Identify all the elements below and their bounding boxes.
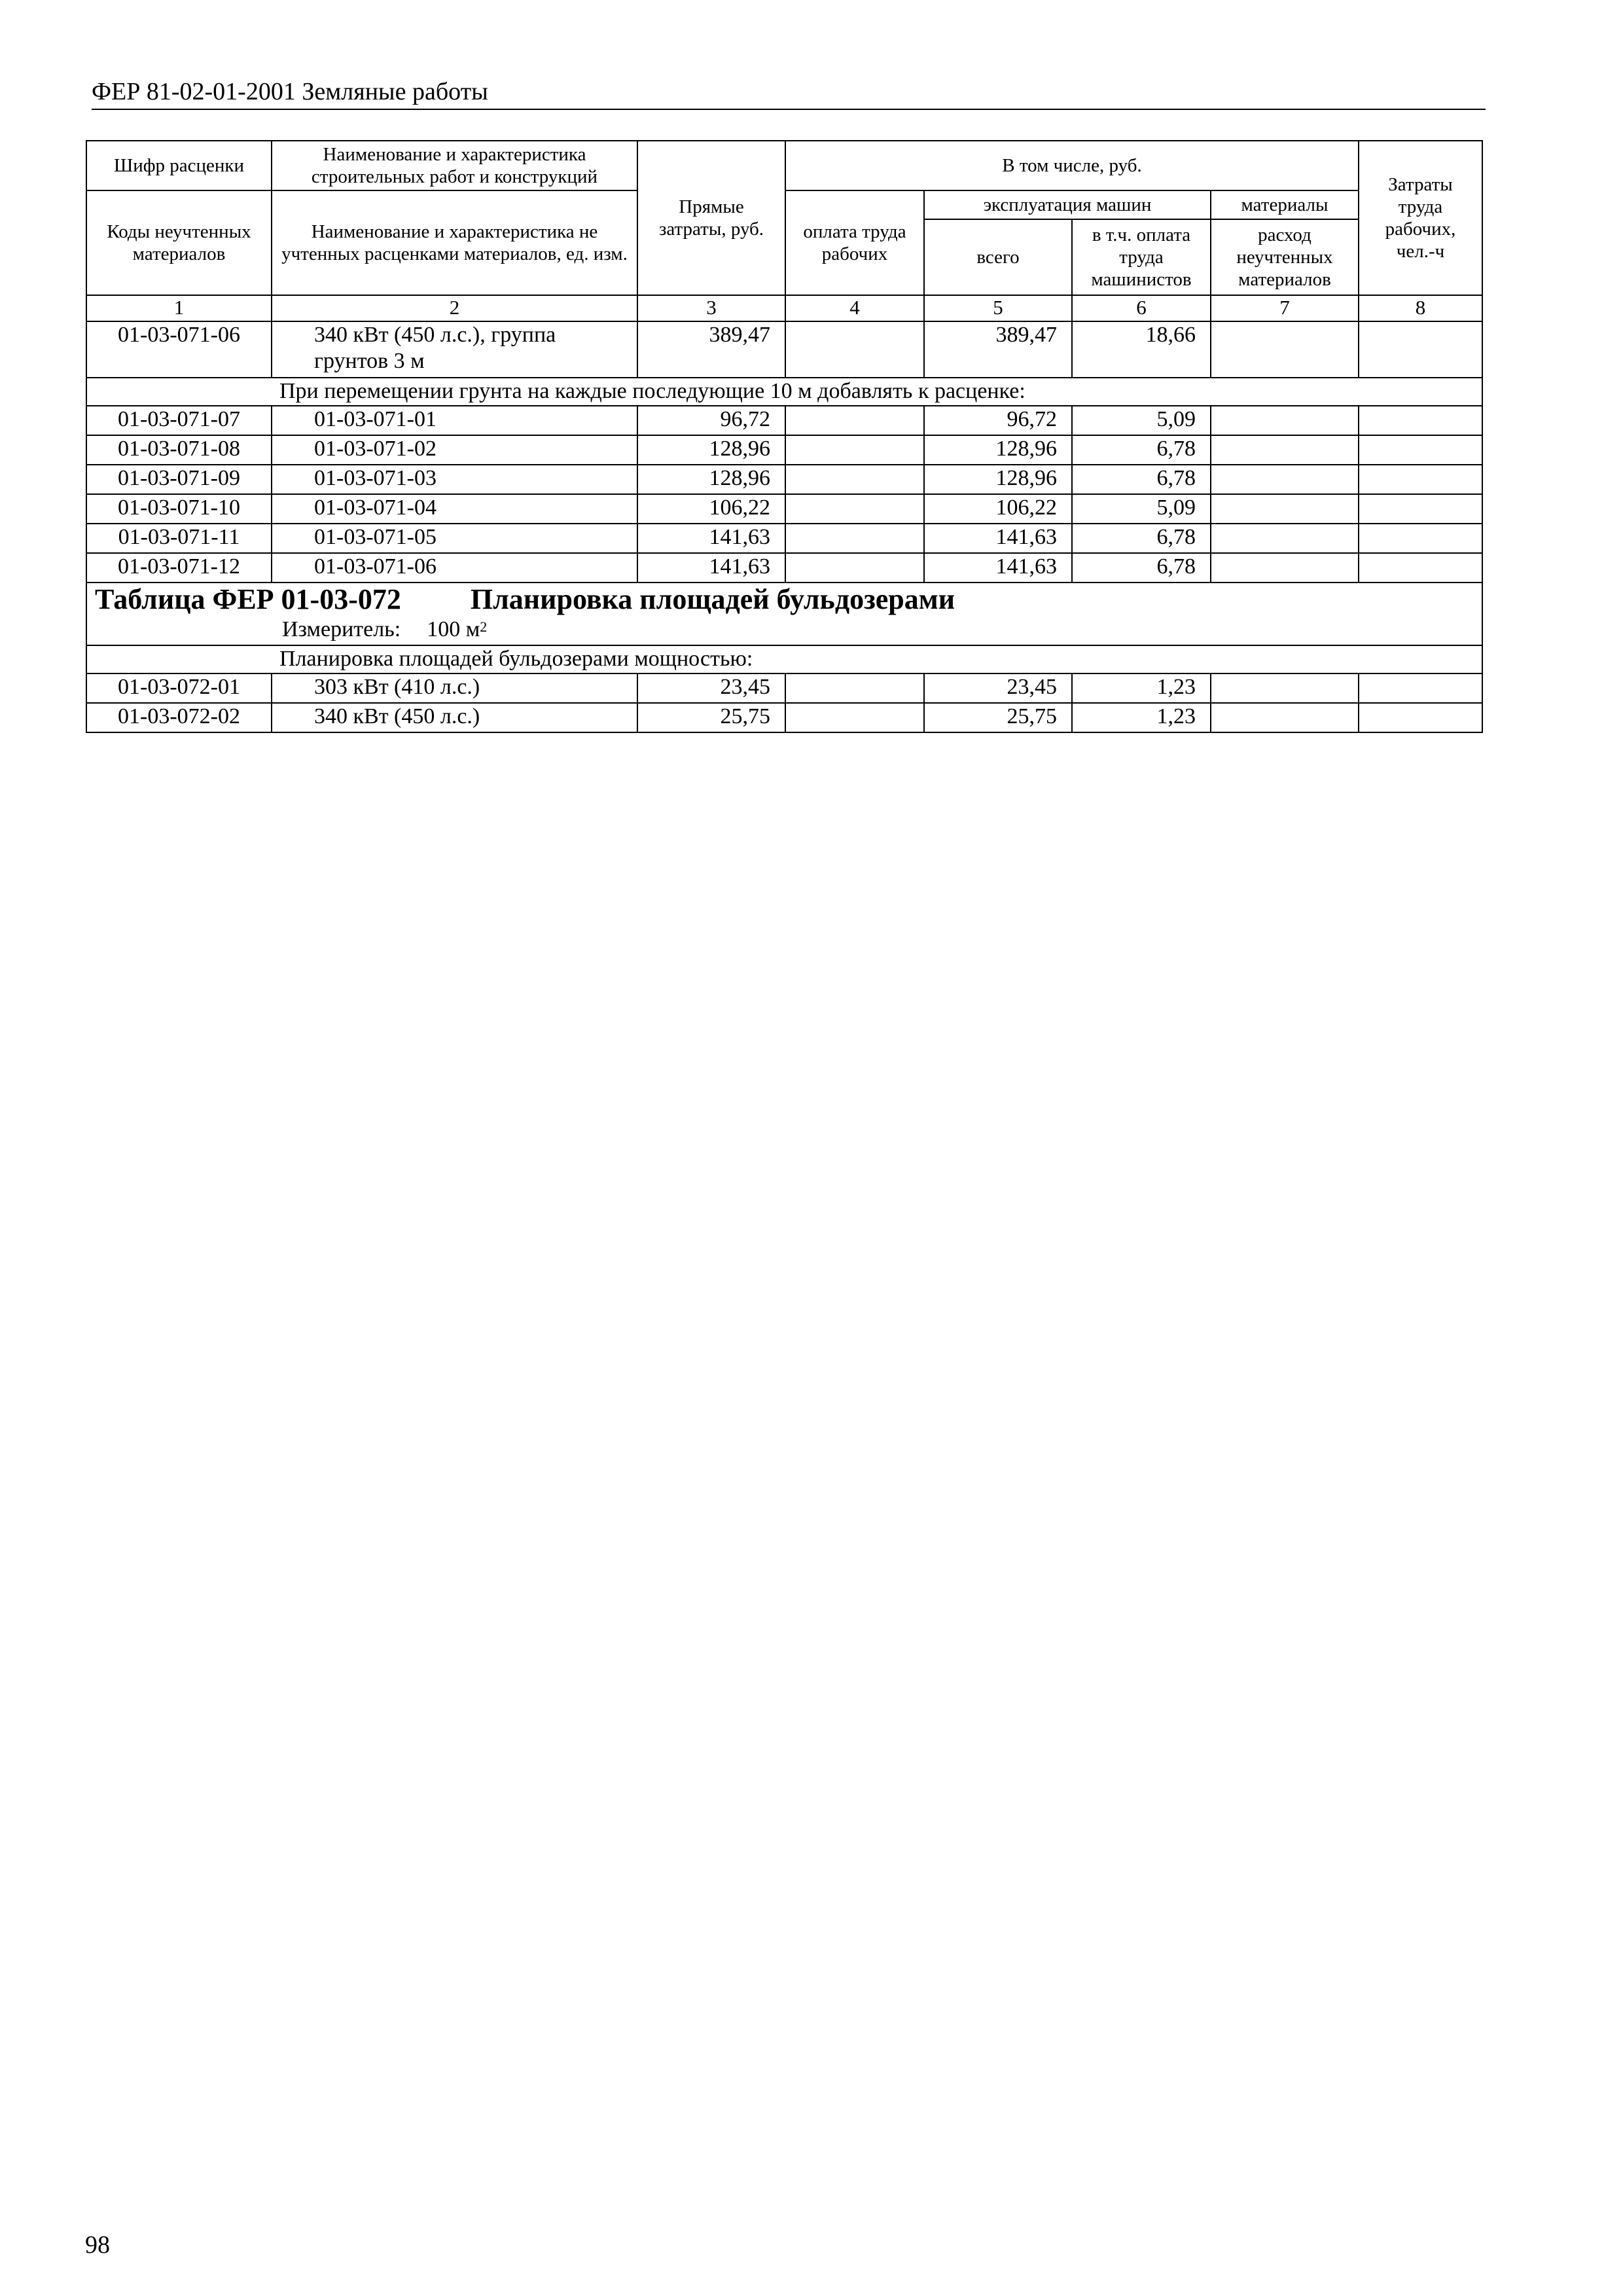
materials	[1211, 703, 1359, 732]
labor-pay	[785, 673, 924, 703]
rate-name: 340 кВт (450 л.с.)	[272, 703, 637, 732]
table-072-name: Планировка площадей бульдозерами	[470, 583, 955, 615]
table-row	[86, 406, 1482, 435]
rate-code: 01-03-071-06	[86, 321, 272, 378]
machinist-pay: 6,78	[1072, 524, 1211, 553]
labor-hours	[1359, 524, 1482, 553]
rate-code: 01-03-071-12	[86, 553, 272, 583]
rates-table	[86, 140, 1483, 733]
page-number: 98	[85, 2231, 110, 2259]
table-072-title	[92, 583, 1476, 616]
machines-total: 106,22	[924, 494, 1072, 524]
direct-costs: 96,72	[637, 406, 785, 435]
materials	[1211, 553, 1359, 583]
machines-total: 141,63	[924, 553, 1072, 583]
rate-code: 01-03-071-08	[86, 435, 272, 465]
direct-costs: 23,45	[637, 673, 785, 703]
labor-pay	[785, 406, 924, 435]
header-labor-pay: оплата труда рабочих	[785, 190, 924, 295]
machinist-pay: 5,09	[1072, 406, 1211, 435]
machines-total: 141,63	[924, 524, 1072, 553]
column-number: 3	[637, 295, 785, 321]
direct-costs: 106,22	[637, 494, 785, 524]
machinist-pay: 1,23	[1072, 703, 1211, 732]
machines-total: 23,45	[924, 673, 1072, 703]
table-body	[86, 321, 1482, 732]
rate-code: 01-03-071-07	[86, 406, 272, 435]
header-labor-hours: Затраты труда рабочих, чел.-ч	[1359, 141, 1482, 295]
table-row	[86, 494, 1482, 524]
column-number: 5	[924, 295, 1072, 321]
rate-name: 01-03-071-03	[272, 465, 637, 494]
rate-name: 01-03-071-05	[272, 524, 637, 553]
column-number: 1	[86, 295, 272, 321]
machinist-pay: 6,78	[1072, 435, 1211, 465]
table-row	[86, 524, 1482, 553]
materials	[1211, 524, 1359, 553]
header-direct-costs: Прямые затраты, руб.	[637, 141, 785, 295]
direct-costs: 128,96	[637, 465, 785, 494]
column-numbers-row	[86, 295, 1482, 321]
rate-code: 01-03-071-10	[86, 494, 272, 524]
column-number: 2	[272, 295, 637, 321]
labor-hours	[1359, 703, 1482, 732]
machinist-pay: 5,09	[1072, 494, 1211, 524]
note-each-10m: При перемещении грунта на каждые последующие 10 м добавлять к расценке:	[86, 378, 1482, 406]
header-code: Шифр расценки	[86, 141, 272, 190]
direct-costs: 141,63	[637, 553, 785, 583]
note-power: Планировка площадей бульдозерами мощностью:	[86, 645, 1482, 673]
header-uncounted-names: Наименование и характеристика не учтенных расценками материалов, ед. изм.	[272, 190, 637, 295]
machinist-pay: 18,66	[1072, 321, 1211, 378]
table-header	[86, 141, 1482, 321]
table-row	[86, 321, 1482, 378]
direct-costs: 128,96	[637, 435, 785, 465]
rate-name: 01-03-071-02	[272, 435, 637, 465]
machines-total: 128,96	[924, 465, 1072, 494]
labor-hours	[1359, 494, 1482, 524]
measure-unit-power: 2	[480, 619, 488, 635]
direct-costs: 389,47	[637, 321, 785, 378]
rate-code: 01-03-072-01	[86, 673, 272, 703]
machines-total: 389,47	[924, 321, 1072, 378]
running-header: ФЕР 81-02-01-2001 Земляные работы	[92, 78, 488, 105]
column-number: 6	[1072, 295, 1211, 321]
materials	[1211, 435, 1359, 465]
header-rule	[92, 109, 1486, 110]
labor-hours	[1359, 406, 1482, 435]
labor-pay	[785, 494, 924, 524]
machines-total: 25,75	[924, 703, 1072, 732]
column-number: 8	[1359, 295, 1482, 321]
labor-pay	[785, 465, 924, 494]
table-row	[86, 435, 1482, 465]
header-uncounted-codes: Коды неучтенных материалов	[86, 190, 272, 295]
header-materials: материалы	[1211, 190, 1359, 219]
rate-name: 303 кВт (410 л.с.)	[272, 673, 637, 703]
header-machines-total: всего	[924, 219, 1072, 295]
measure-line	[92, 616, 1476, 643]
rate-name: 01-03-071-01	[272, 406, 637, 435]
machines-total: 128,96	[924, 435, 1072, 465]
rate-code: 01-03-072-02	[86, 703, 272, 732]
materials	[1211, 321, 1359, 378]
direct-costs: 25,75	[637, 703, 785, 732]
labor-hours	[1359, 553, 1482, 583]
rate-name: 340 кВт (450 л.с.), группа грунтов 3 м	[272, 321, 637, 378]
header-name: Наименование и характеристика строительных работ и конструкций	[272, 141, 637, 190]
machinist-pay: 6,78	[1072, 465, 1211, 494]
column-number: 4	[785, 295, 924, 321]
materials	[1211, 465, 1359, 494]
rate-code: 01-03-071-09	[86, 465, 272, 494]
labor-hours	[1359, 673, 1482, 703]
table-072-heading	[86, 583, 1482, 645]
rate-name: 01-03-071-04	[272, 494, 637, 524]
materials	[1211, 494, 1359, 524]
machinist-pay: 6,78	[1072, 553, 1211, 583]
materials	[1211, 673, 1359, 703]
table-row	[86, 673, 1482, 703]
header-machines: эксплуатация машин	[924, 190, 1211, 219]
machines-total: 96,72	[924, 406, 1072, 435]
machinist-pay: 1,23	[1072, 673, 1211, 703]
table-072-label: Таблица ФЕР 01-03-072	[95, 583, 401, 615]
labor-pay	[785, 321, 924, 378]
labor-pay	[785, 703, 924, 732]
labor-pay	[785, 524, 924, 553]
rate-code: 01-03-071-11	[86, 524, 272, 553]
header-machinist-pay: в т.ч. оплата труда машинистов	[1072, 219, 1211, 295]
header-materials-uncounted: расход неучтенных материалов	[1211, 219, 1359, 295]
measure-value: 100 м	[427, 617, 480, 641]
labor-pay	[785, 435, 924, 465]
measure-label: Измеритель:	[282, 617, 401, 641]
column-number: 7	[1211, 295, 1359, 321]
direct-costs: 141,63	[637, 524, 785, 553]
materials	[1211, 406, 1359, 435]
labor-hours	[1359, 465, 1482, 494]
labor-hours	[1359, 435, 1482, 465]
table-row	[86, 703, 1482, 732]
table-row	[86, 465, 1482, 494]
table-row	[86, 553, 1482, 583]
header-including: В том числе, руб.	[785, 141, 1359, 190]
rate-name: 01-03-071-06	[272, 553, 637, 583]
labor-pay	[785, 553, 924, 583]
labor-hours	[1359, 321, 1482, 378]
